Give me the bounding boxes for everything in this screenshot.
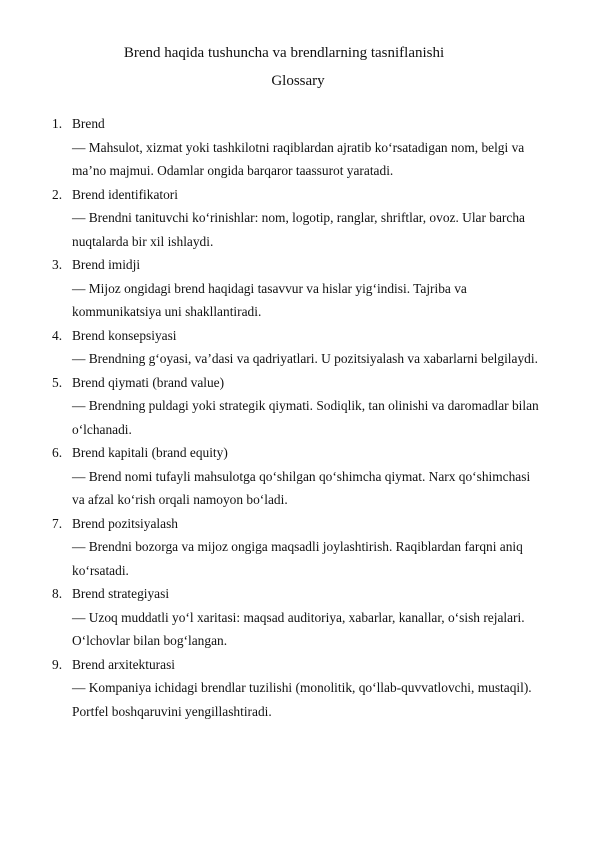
glossary-term: Brend identifikatori	[72, 186, 178, 202]
glossary-list	[52, 112, 542, 723]
glossary-definition: — Uzoq muddatli yo‘l xaritasi: maqsad auditoriya, xabarlar, kanallar, o‘sish rejalari. O‘lchovlar bilan bog‘langan.	[72, 609, 525, 648]
glossary-definition: — Brendning puldagi yoki strategik qiymati. Sodiqlik, tan olinishi va daromadlar bilan o‘lchanadi.	[72, 398, 539, 437]
glossary-item	[52, 371, 542, 442]
glossary-item	[52, 112, 542, 183]
glossary-term: Brend qiymati (brand value)	[72, 374, 225, 390]
glossary-definition: — Mahsulot, xizmat yoki tashkilotni raqiblardan ajratib ko‘rsatadigan nom, belgi va ma’no majmui. Odamlar ongida barqaror taassurot yaratadi.	[72, 139, 525, 178]
document-title: Brend haqida tushuncha va brendlarning tasniflanishi	[123, 45, 445, 61]
glossary-definition: — Kompaniya ichidagi brendlar tuzilishi (monolitik, qo‘llab-quvvatlovchi, mustaqil). Portfel boshqaruvini yengillashtiradi.	[72, 680, 532, 719]
glossary-item	[52, 441, 542, 512]
item-number: 6.	[52, 445, 63, 460]
glossary-term: Brend pozitsiyalash	[72, 515, 178, 531]
glossary-term: Brend strategiyasi	[72, 586, 170, 601]
item-number: 7.	[52, 515, 63, 531]
glossary-definition: — Brendni tanituvchi ko‘rinishlar: nom, logotip, ranglar, shriftlar, ovoz. Ular barcha nuqtalarda bir xil ishlaydi.	[72, 210, 525, 249]
glossary-item	[52, 512, 542, 583]
item-number: 9.	[52, 656, 63, 672]
glossary-item	[52, 582, 542, 653]
document-subtitle: Glossary	[271, 73, 325, 89]
glossary-term: Brend	[72, 116, 105, 131]
item-number: 8.	[52, 586, 63, 601]
glossary-definition: — Mijoz ongidagi brend haqidagi tasavvur va hislar yig‘indisi. Tajriba va kommunikatsiya uni shakllantiradi.	[72, 280, 467, 319]
glossary-term: Brend arxitekturasi	[72, 656, 175, 672]
item-number: 2.	[52, 186, 63, 202]
glossary-term: Brend kapitali (brand equity)	[72, 445, 228, 460]
glossary-definition: — Brendning g‘oyasi, va’dasi va qadriyatlari. U pozitsiyalash va xabarlarni belgilaydi.	[72, 351, 538, 366]
glossary-item	[52, 253, 542, 324]
glossary-term: Brend konsepsiyasi	[72, 327, 177, 343]
glossary-definition: — Brendni bozorga va mijoz ongiga maqsadli joylashtirish. Raqiblardan farqni aniq ko‘rsatadi.	[72, 539, 523, 578]
glossary-item	[52, 653, 542, 724]
glossary-item	[52, 183, 542, 254]
glossary-term: Brend imidji	[72, 257, 141, 272]
item-number: 1.	[52, 116, 63, 131]
item-number: 3.	[52, 257, 63, 272]
item-number: 4.	[52, 327, 63, 343]
glossary-item	[52, 324, 542, 371]
item-number: 5.	[52, 374, 63, 390]
glossary-definition: — Brend nomi tufayli mahsulotga qo‘shilgan qo‘shimcha qiymat. Narx qo‘shimchasi va afzal ko‘rish orqali namoyon bo‘ladi.	[72, 468, 531, 507]
